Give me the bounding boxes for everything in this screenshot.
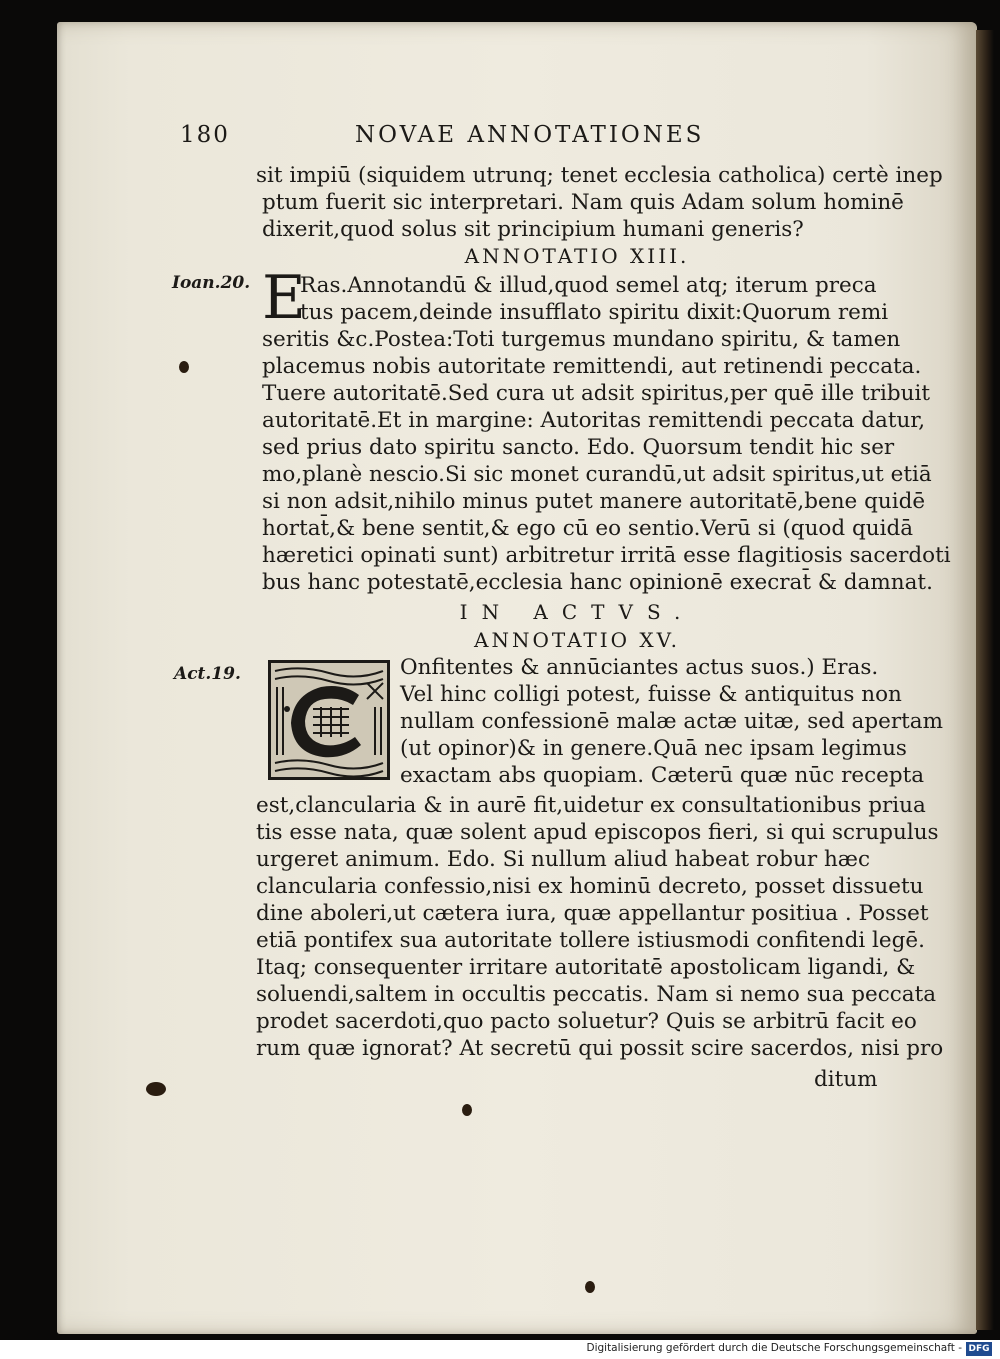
page-number: 180 <box>180 122 230 148</box>
text-line: exactam abs quopiam. Cæterū quæ nūc recepta <box>400 763 925 788</box>
text-line: (ut opinor)& in genere.Quā nec ipsam legimus <box>400 736 907 761</box>
text-line: nullam confessionē malæ actæ uitæ, sed apertam <box>400 709 943 734</box>
text-line: prodet sacerdoti,quo pacto soluetur? Quis se arbitrū facit eo <box>256 1009 917 1034</box>
text-line: mo,planè nescio.Si sic monet curandū,ut adsit spiritus,ut etiā <box>262 462 932 487</box>
text-line: dixerit,quod solus sit principium humani generis? <box>262 217 804 242</box>
running-title: NOVAE ANNOTATIONES <box>355 122 705 148</box>
catchword: ditum <box>814 1067 878 1092</box>
dfg-logo: DFG <box>966 1342 992 1356</box>
text-line: placemus nobis autoritate remittendi, aut retinendi peccata. <box>262 354 922 379</box>
text-line: Onfitentes & annūciantes actus suos.) Eras. <box>400 655 879 680</box>
text-line: dine aboleri,ut cætera iura, quæ appellantur positiua . Posset <box>256 901 929 926</box>
running-head <box>180 122 760 148</box>
text-line: Itaq; consequenter irritare autoritatē apostolicam ligandi, & <box>256 955 916 980</box>
section-heading: IN ACTVS. <box>459 600 695 624</box>
text-line: hæretici opinati sunt) arbitretur irritā esse flagitiosis sacerdoti <box>262 543 951 568</box>
text-line: Tuere autoritatē.Sed cura ut adsit spiritus,per quē ille tribuit <box>262 381 931 406</box>
text-line: Ras.Annotandū & illud,quod semel atq; iterum preca <box>300 273 877 298</box>
footer-credit: Digitalisierung gefördert durch die Deutsche Forschungsgemeinschaft - <box>586 1342 962 1354</box>
text-line: tus pacem,deinde insufflato spiritu dixit:Quorum remi <box>300 300 889 325</box>
woodcut-initial-c <box>268 660 390 780</box>
margin-reference-ioan: Ioan.20. <box>172 273 251 293</box>
text-line: bus hanc potestatē,ecclesia hanc opinionē execrat̄ & damnat. <box>262 570 933 595</box>
drop-initial-e: E <box>262 263 306 333</box>
text-line: sed prius dato spiritu sancto. Edo. Quorsum tendit hic ser <box>262 435 895 460</box>
text-line: hortat̄,& bene sentit,& ego cū eo sentio.Verū si (quod quidā <box>262 516 914 541</box>
page-stain <box>179 361 189 373</box>
text-line: si non adsit,nihilo minus putet manere autoritatē,bene quidē <box>262 489 926 514</box>
text-line: rum quæ ignorat? At secretū qui possit scire sacerdos, nisi pro <box>256 1036 944 1061</box>
text-line: est,clancularia & in aurē fit,uidetur ex consultationibus priua <box>256 793 926 818</box>
annotatio-13-heading: ANNOTATIO XIII. <box>464 244 690 268</box>
text-line: autoritatē.Et in margine: Autoritas remittendi peccata datur, <box>262 408 926 433</box>
annotatio-15-heading: ANNOTATIO XV. <box>474 628 680 652</box>
page-edge <box>976 30 994 1330</box>
text-line: soluendi,saltem in occultis peccatis. Nam si nemo sua peccata <box>256 982 937 1007</box>
text-line: clancularia confessio,nisi ex hominū decreto, posset dissuetu <box>256 874 924 899</box>
text-line: sit impiū (siquidem utrunq; tenet ecclesia catholica) certè inep <box>256 163 943 188</box>
page-stain <box>146 1082 166 1096</box>
woodcut-c-icon <box>271 663 387 777</box>
text-line: etiā pontifex sua autoritate tollere istiusmodi confitendi legē. <box>256 928 925 953</box>
text-line: tis esse nata, quæ solent apud episcopos fieri, si qui scrupulus <box>256 820 939 845</box>
margin-reference-act: Act.19. <box>174 664 241 684</box>
text-line: ptum fuerit sic interpretari. Nam quis Adam solum hominē <box>262 190 904 215</box>
page-stain <box>585 1281 595 1293</box>
text-line: urgeret animum. Edo. Si nullum aliud habeat robur hæc <box>256 847 871 872</box>
page-stain <box>462 1104 472 1116</box>
text-line: Vel hinc colligi potest, fuisse & antiquitus non <box>400 682 902 707</box>
text-line: seritis &c.Postea:Toti turgemus mundano spiritu, & tamen <box>262 327 901 352</box>
